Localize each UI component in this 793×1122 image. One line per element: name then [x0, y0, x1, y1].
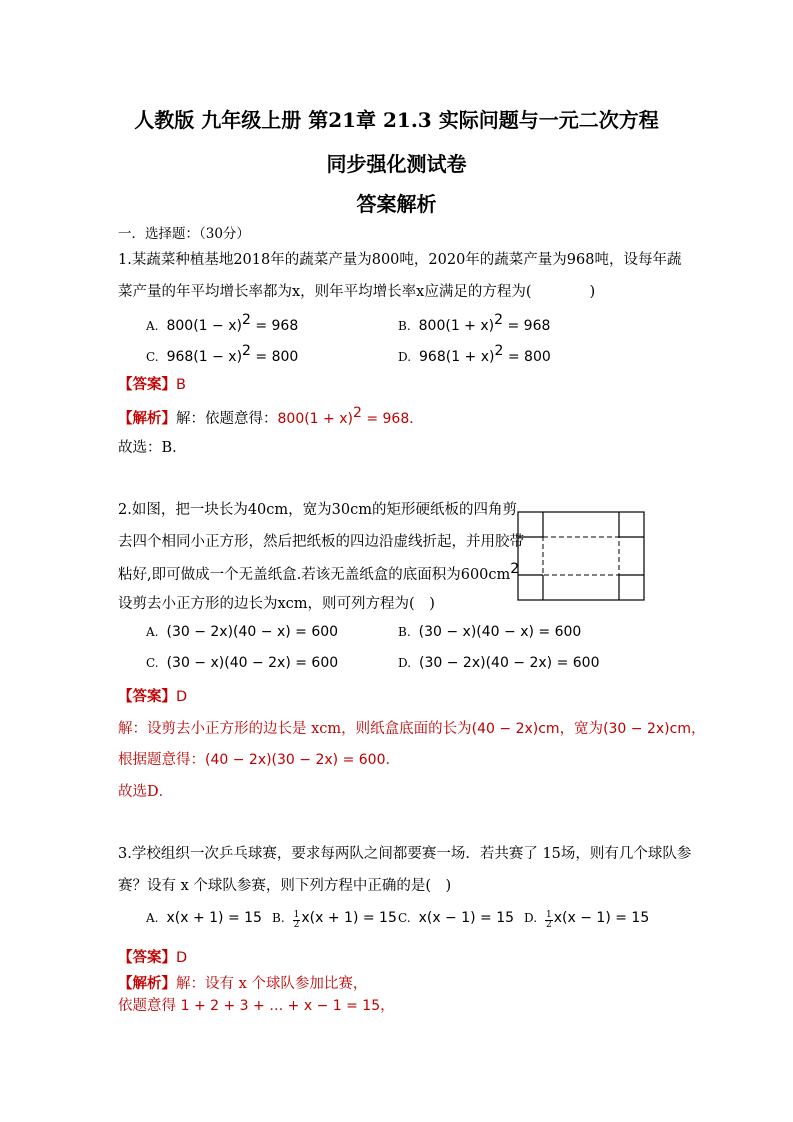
- q2-option-c: C. (30 − x)(40 − 2x) = 600: [146, 655, 339, 671]
- q3-option-a: A. x(x + 1) = 15: [146, 910, 262, 926]
- q2-text-line3: 粘好,即可做成一个无盖纸盒.若该无盖纸盒的底面积为$600cm^2$: [118, 561, 520, 583]
- q2-box-figure: [517, 511, 647, 603]
- q2-answer: 【答案】D: [118, 688, 188, 705]
- q3-option-d: D. $\frac{1}{2}$ x(x − 1) = 15: [524, 910, 650, 930]
- q3-option-c: C. x(x − 1) = 15: [398, 910, 515, 926]
- q3-option-b: B. $\frac{1}{2}$ x(x + 1) = 15: [272, 910, 397, 930]
- fold-dashed-line: [543, 537, 619, 575]
- q2-text-line1: 2.如图，把一块长为40cm，宽为30cm的矩形硬纸板的四角剪: [118, 502, 517, 518]
- q3-text-line2: 赛？设有 x 个球队参赛，则下列方程中正确的是( ): [118, 878, 452, 894]
- outer-rectangle: [518, 512, 644, 600]
- fraction-half: $\frac{1}{2}$: [546, 910, 552, 930]
- q2-solution-line2: 根据题意得：(40 − 2x)(30 − 2x) = 600．: [118, 752, 400, 768]
- fraction-half: $\frac{1}{2}$: [293, 910, 300, 930]
- q2-text-line2: 去四个相同小正方形，然后把纸板的四边沿虚线折起，并用胶带: [118, 534, 524, 550]
- q3-text-line1: 3.学校组织一次乒乓球赛，要求每两队之间都要赛一场．若共赛了 15场，则有几个球队参: [118, 846, 692, 862]
- q2-option-b: B. (30 − x)(40 − x) = 600: [398, 624, 582, 640]
- q2-option-a: A. (30 − 2x)(40 − x) = 600: [146, 624, 339, 640]
- q2-conclusion: 故选D．: [118, 784, 174, 800]
- q1-option-a: A. $800(1 - x)^2 = 968$: [146, 312, 299, 334]
- q1-option-d: D. $968(1 + x)^2 = 800$: [398, 343, 551, 365]
- answer-analysis-heading: 答案解析: [356, 192, 437, 216]
- q1-option-c: C. $968(1 - x)^2 = 800$: [146, 343, 299, 365]
- q3-analysis: 【解析】解：设有 x 个球队参加比赛，: [118, 975, 368, 992]
- q3-answer: 【答案】D: [118, 949, 188, 966]
- q3-analysis-line2: 依题意得 1 + 2 + 3 + … + x − 1 = 15，: [118, 998, 395, 1014]
- doc-title: 人教版 九年级上册 第21章 21.3 实际问题与一元二次方程: [134, 108, 659, 132]
- q1-answer: 【答案】B: [118, 376, 186, 393]
- section-heading: 一．选择题：（30分）: [118, 226, 250, 242]
- q1-conclusion: 故选：B．: [118, 440, 187, 456]
- q2-text-line4: 设剪去小正方形的边长为xcm，则可列方程为( ): [118, 596, 435, 612]
- q2-option-d: D. (30 − 2x)(40 − 2x) = 600: [398, 655, 600, 671]
- doc-subtitle: 同步强化测试卷: [326, 152, 467, 176]
- q1-analysis: 【解析】解：依题意得：$800(1 + x)^2 = 968$．: [118, 405, 424, 427]
- q1-option-b: B. $800(1 + x)^2 = 968$: [398, 312, 551, 334]
- q2-solution-line1: 解：设剪去小正方形的边长是 xcm，则纸盒底面的长为(40 − 2x)cm，宽为(30 − 2x)cm，: [118, 721, 706, 737]
- q1-text-line2: 菜产量的年平均增长率都为x，则年平均增长率x应满足的方程为( ): [118, 284, 596, 300]
- q1-text-line1: 1.某蔬菜种植基地2018年的蔬菜产量为800吨，2020年的蔬菜产量为968吨，设每年蔬: [118, 252, 682, 268]
